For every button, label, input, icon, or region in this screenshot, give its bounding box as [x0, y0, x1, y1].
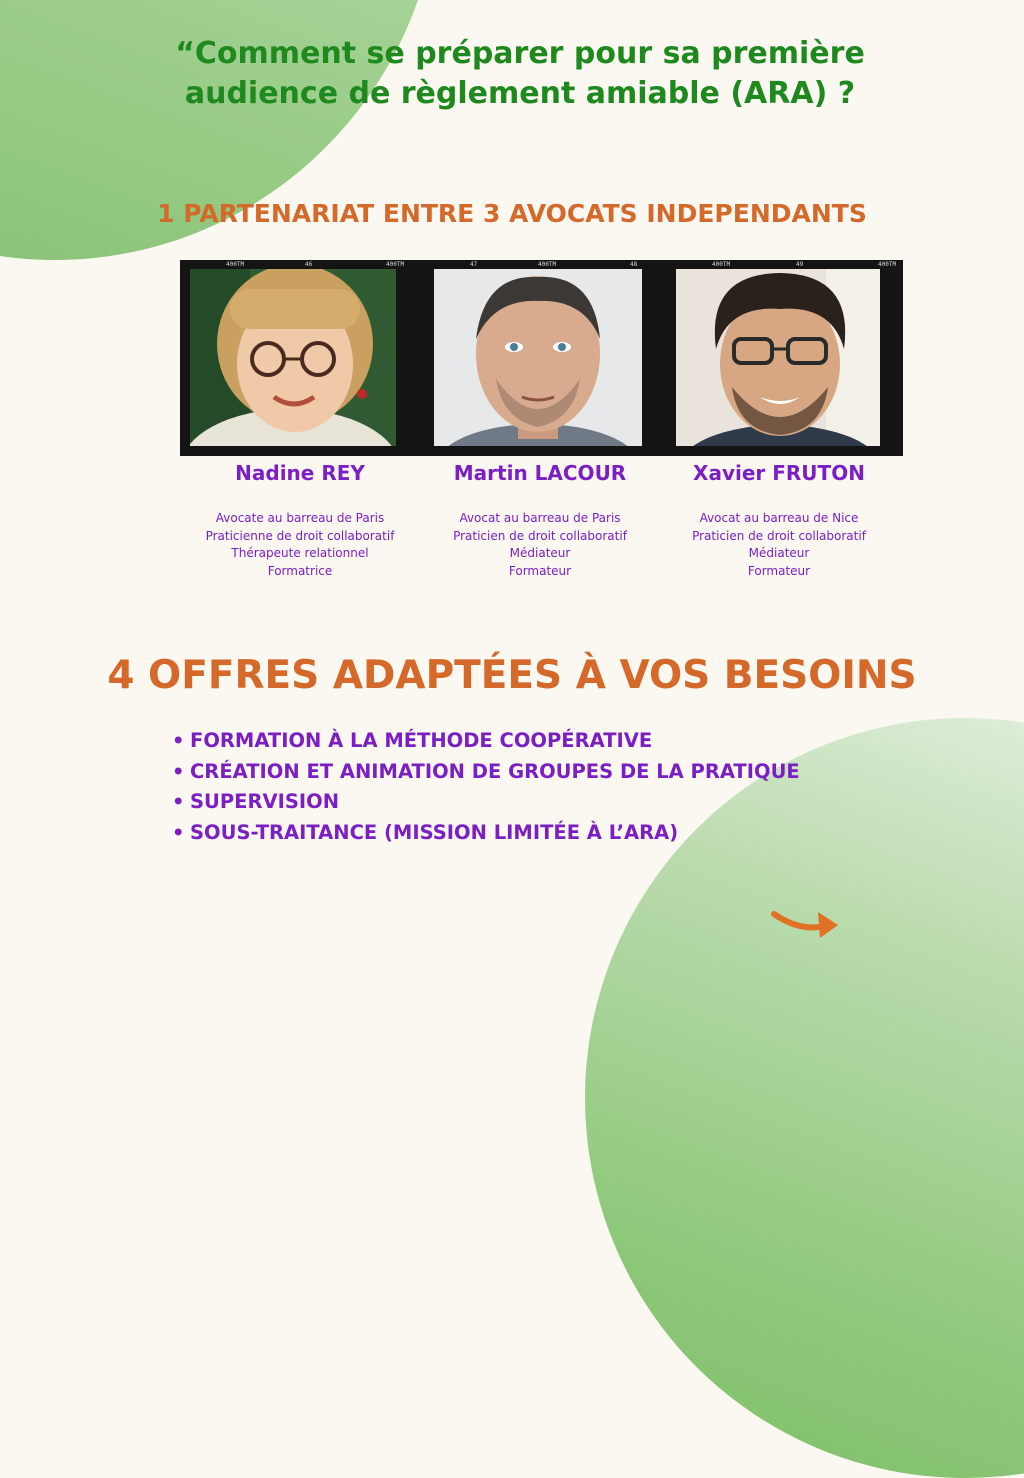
film-edge-code: 46 — [305, 261, 313, 268]
bio-line: Avocat au barreau de Paris — [459, 511, 621, 525]
offer-label: SOUS-TRAITANCE (MISSION LIMITÉE À L’ARA) — [190, 820, 679, 844]
film-edge-code: 47 — [470, 261, 478, 268]
list-item — [172, 818, 800, 849]
bio-line: Médiateur — [748, 546, 810, 560]
bio-line: Médiateur — [509, 546, 571, 560]
film-strip-photos — [180, 260, 903, 456]
title-line-1: “Comment se préparer pour sa première — [175, 36, 865, 71]
bio-line: Praticienne de droit collaboratif — [205, 528, 395, 543]
bio-line: Praticien de droit collaboratif — [453, 528, 627, 543]
bullet-icon: • — [172, 729, 185, 752]
film-edge-code: 48 — [630, 261, 638, 268]
bio-line: Formateur — [747, 563, 811, 578]
film-edge-code: 49 — [796, 261, 804, 268]
lawyer-bio-3 — [649, 510, 909, 580]
film-edge-code: 400TM — [878, 261, 897, 268]
film-edge-code: 400TM — [386, 261, 405, 268]
lawyer-name-3: Xavier FRUTON — [693, 461, 865, 485]
curved-arrow-right-icon[interactable] — [770, 904, 842, 944]
film-edge-code: 400TM — [712, 261, 731, 268]
list-item — [172, 787, 800, 818]
offers-heading: 4 OFFRES ADAPTÉES À VOS BESOINS — [107, 653, 917, 698]
lawyer-name-2: Martin LACOUR — [453, 461, 627, 485]
bio-line: Formateur — [508, 563, 572, 578]
offers-list — [172, 726, 800, 848]
bio-line: Thérapeute relationnel — [231, 546, 369, 560]
partnership-subtitle: 1 PARTENARIAT ENTRE 3 AVOCATS INDEPENDANTS — [157, 199, 867, 228]
lawyer-bio-1 — [170, 510, 430, 580]
bio-line: Avocate au barreau de Paris — [215, 511, 385, 525]
portrait-photo-martin-lacour — [434, 269, 642, 446]
bio-line: Formatrice — [267, 563, 333, 578]
portrait-photo-nadine-rey — [190, 269, 396, 446]
list-item — [172, 726, 800, 757]
film-edge-code: 400TM — [538, 261, 557, 268]
offer-label: SUPERVISION — [190, 790, 340, 813]
offer-label: FORMATION À LA MÉTHODE COOPÉRATIVE — [190, 729, 653, 752]
list-item — [172, 757, 800, 788]
film-edge-code: 400TM — [226, 261, 245, 268]
bullet-icon: • — [172, 759, 185, 783]
bio-line: Praticien de droit collaboratif — [692, 528, 866, 543]
portrait-photo-xavier-fruton — [676, 269, 880, 446]
bullet-icon: • — [172, 820, 185, 844]
lawyer-name-1: Nadine REY — [235, 461, 365, 485]
bullet-icon: • — [172, 790, 185, 813]
lawyer-bio-2 — [410, 510, 670, 580]
bio-line: Avocat au barreau de Nice — [699, 511, 859, 525]
title-line-2: audience de règlement amiable (ARA) ? — [184, 76, 856, 111]
page-title — [120, 34, 920, 114]
offer-label: CRÉATION ET ANIMATION DE GROUPES DE LA PRATIQUE — [190, 759, 800, 783]
